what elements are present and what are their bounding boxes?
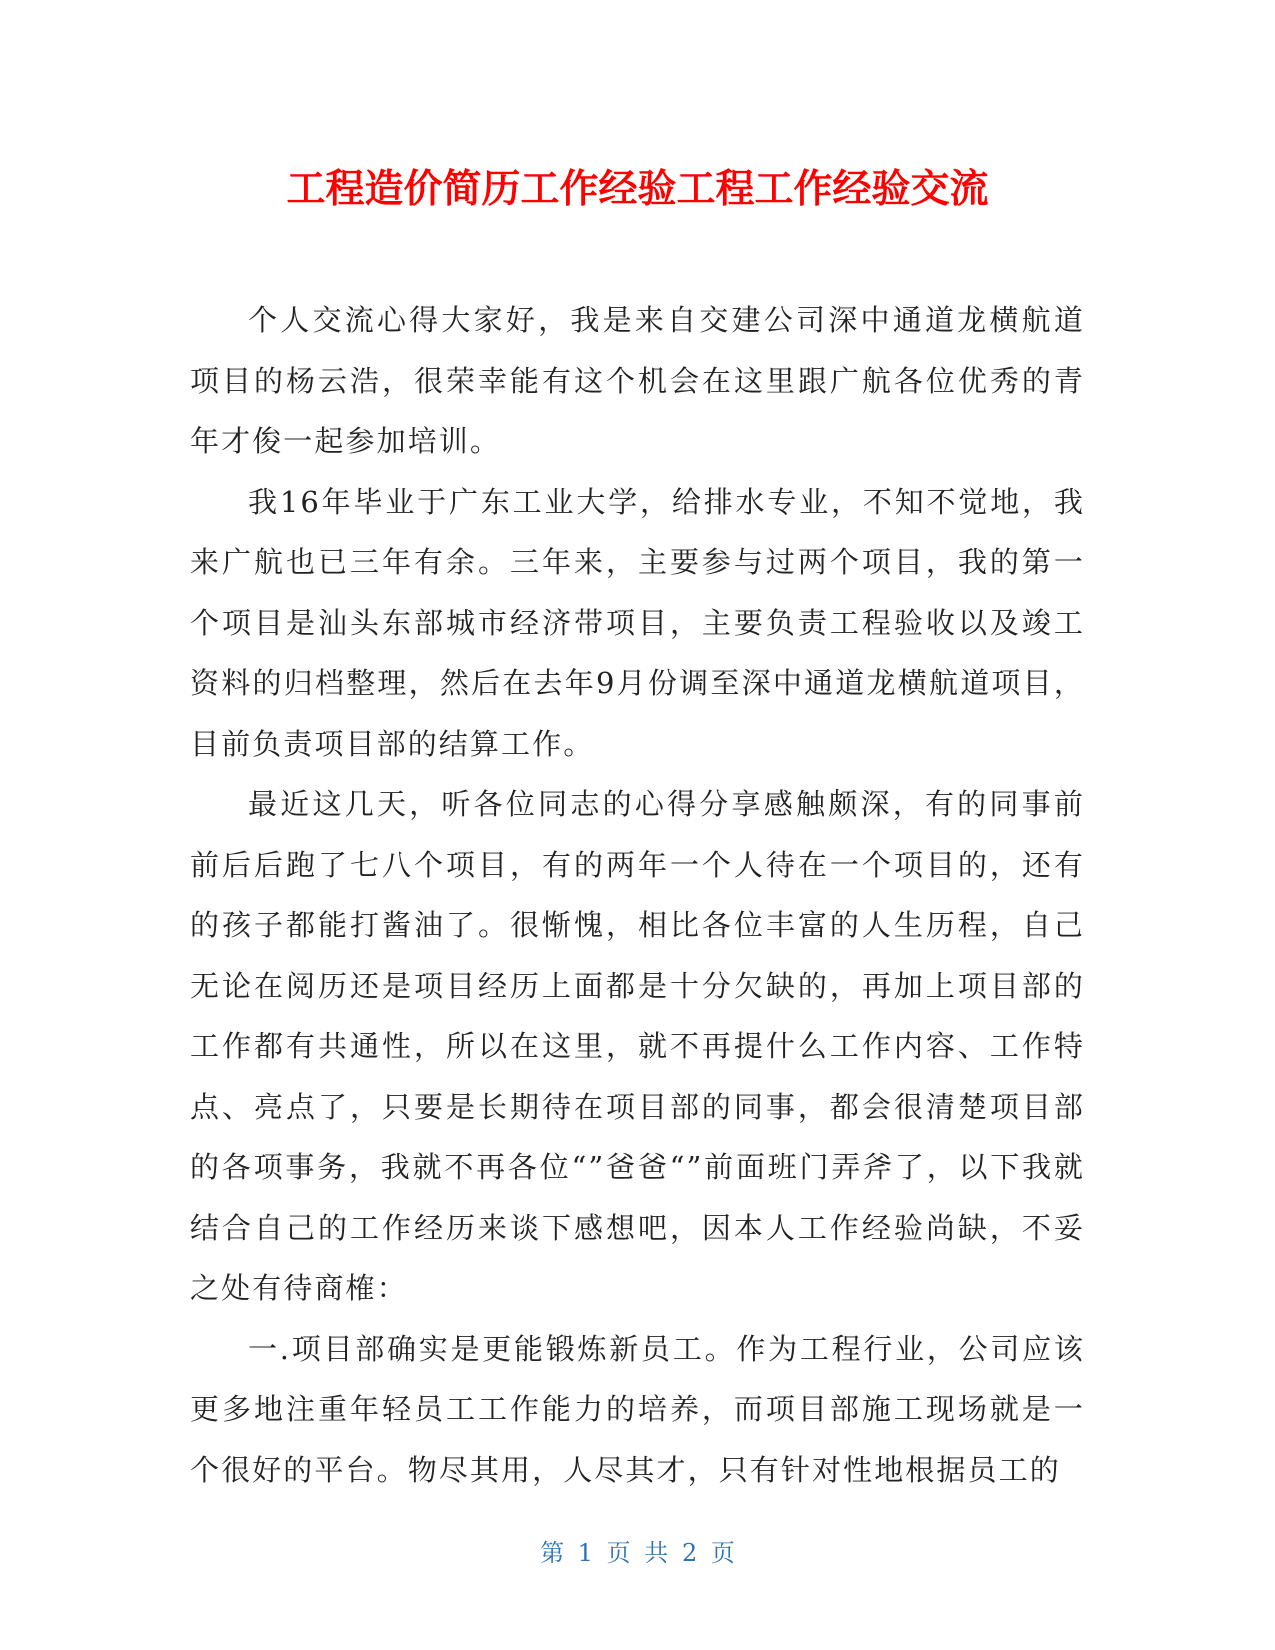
page-number-footer: 第 1 页 共 2 页 (540, 1539, 735, 1567)
paragraph: 我16年毕业于广东工业大学，给排水专业，不知不觉地，我来广航也已三年有余。三年来，主要参与过两个项目，我的第一个项目是汕头东部城市经济带项目，主要负责工程验收以及竣工资料的归档整理，然后在去年9月份调至深中通道龙横航道项目，目前负责项目部的结算工作。 (190, 484, 1085, 761)
paragraph: 一.项目部确实是更能锻炼新员工。作为工程行业，公司应该更多地注重年轻员工工作能力的培养，而项目部施工现场就是一个很好的平台。物尽其用，人尽其才，只有针对性地根据员工的 (190, 1331, 1085, 1487)
document-body (190, 290, 1085, 1500)
paragraph: 最近这几天，听各位同志的心得分享感触颇深，有的同事前前后后跑了七八个项目，有的两年一个人待在一个项目的，还有的孩子都能打酱油了。很惭愧，相比各位丰富的人生历程，自己无论在阅历还是项目经历上面都是十分欠缺的，再加上项目部的工作都有共通性，所以在这里，就不再提什么工作内容、工作特点、亮点了，只要是长期待在项目部的同事，都会很清楚项目部的各项事务，我就不再各位“”爸爸“”前面班门弄斧了，以下我就结合自己的工作经历来谈下感想吧，因本人工作经验尚缺，不妥之处有待商榷： (190, 787, 1085, 1305)
document-title: 工程造价简历工作经验工程工作经验交流 (286, 167, 989, 212)
paragraph: 个人交流心得大家好，我是来自交建公司深中通道龙横航道项目的杨云浩，很荣幸能有这个机会在这里跟广航各位优秀的青年才俊一起参加培训。 (190, 303, 1085, 458)
